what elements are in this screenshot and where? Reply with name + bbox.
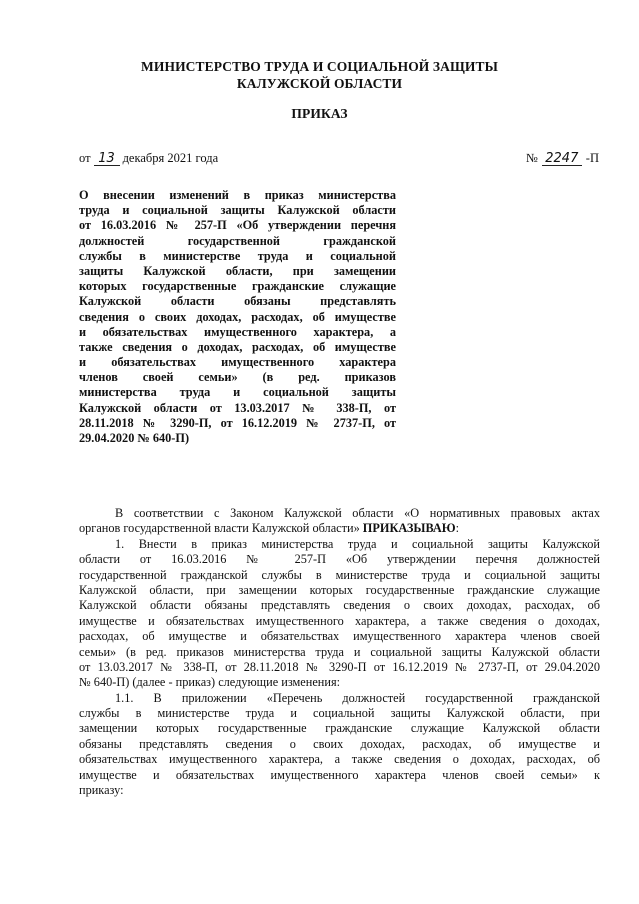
item-1-1-line: обязательствах имущественного характера, а также сведения о доходах, расходах, об (79, 752, 600, 767)
subject-line: труда и социальной защиты Калужской области (79, 203, 396, 218)
number-sign: № (525, 151, 538, 165)
item-1-line: Калужской области, при замещении которых государственные гражданские служащие (79, 582, 600, 597)
subject-line: членов своей семьи» (в ред. приказов (79, 370, 396, 385)
ministry-name (0, 58, 639, 92)
subject-line: Калужской области от 13.03.2017 № 338-П, от (79, 400, 396, 415)
order-body (79, 506, 600, 798)
subject-line: 29.04.2020 № 640-П) (79, 431, 190, 445)
item-1-1-line: имуществе и обязательствах имущественного характера членов своей семьи» к (79, 767, 600, 782)
subject-line: от 16.03.2016 № 257-П «Об утверждении перечня (79, 218, 396, 233)
item-1-line: 1. Внести в приказ министерства труда и социальной защиты Калужской (115, 536, 600, 551)
subject-line: также сведения о доходах, расходах, об имуществе (79, 339, 396, 354)
date-day-handwritten: 13 (94, 152, 120, 166)
item-1-line: расходах, об имуществе и обязательствах имущественного характера членов своей (79, 629, 600, 644)
item-1-1-line: службы в министерстве труда и социальной защиты Калужской области, при (79, 706, 600, 721)
order-date (79, 150, 218, 166)
ministry-name-line-1: МИНИСТЕРСТВО ТРУДА И СОЦИАЛЬНОЙ ЗАЩИТЫ (141, 59, 498, 74)
order-subject (79, 188, 396, 446)
item-1-1-line: замещении которых государственные гражданские служащие Калужской области (79, 721, 600, 736)
subject-line: и обязательствах имущественного характера, а (79, 324, 396, 339)
item-1-line: области от 16.03.2016 № 257-П «Об утверждении перечня должностей (79, 552, 600, 567)
item-1-1-line: 1.1. В приложении «Перечень должностей государственной гражданской (115, 690, 600, 705)
item-1-line: имуществе и обязательствах имущественного характера, а также сведения о доходах, (79, 613, 600, 628)
date-rest: декабря 2021 года (122, 151, 219, 165)
subject-line: и обязательствах имущественного характера (79, 355, 396, 370)
item-1-line: Калужской области обязаны представлять сведения о своих доходах, расходах, об (79, 598, 600, 613)
subject-line: сведения о своих доходах, расходах, об имуществе (79, 309, 396, 324)
preamble-colon: : (455, 521, 460, 536)
item-1-line: государственной гражданской службы в министерстве труда и социальной защиты (79, 567, 600, 582)
order-title: ПРИКАЗ (291, 106, 348, 121)
order-directive: ПРИКАЗЫВАЮ (362, 521, 456, 536)
date-prefix: от (79, 151, 91, 165)
subject-line: защиты Калужской области, при замещении (79, 263, 396, 278)
item-1-line: от 13.03.2017 № 338-П, от 28.11.2018 № 3290-П от 16.12.2019 № 2737-П, от 29.04.2020 (79, 659, 600, 674)
item-1-line: семьи» (в ред. приказов министерства труда и социальной защиты Калужской области (79, 644, 600, 659)
subject-line: Калужской области обязаны представлять (79, 294, 396, 309)
subject-line: О внесении изменений в приказ министерства (79, 188, 396, 202)
item-1-1-line: приказу: (79, 783, 124, 798)
number-suffix: -П (585, 151, 599, 165)
preamble-text: органов государственной власти Калужской области» (79, 521, 360, 536)
subject-line: которых государственные гражданские служащие (79, 279, 396, 294)
item-1-1-line: обязаны представлять сведения о своих доходах, расходах, об имуществе и (79, 736, 600, 751)
subject-line: должностей государственной гражданской (79, 233, 396, 248)
preamble-line (79, 521, 600, 536)
order-number (526, 150, 599, 166)
number-value-handwritten: 2247 (542, 152, 582, 166)
subject-line: 28.11.2018 № 3290-П, от 16.12.2019 № 2737-П, от (79, 415, 396, 430)
subject-line: службы в министерстве труда и социальной (79, 248, 396, 263)
preamble-line: В соответствии с Законом Калужской области «О нормативных правовых актах (115, 506, 600, 520)
ministry-name-line-2: КАЛУЖСКОЙ ОБЛАСТИ (236, 76, 403, 91)
item-1-line: № 640-П) (далее - приказ) следующие изменения: (79, 675, 341, 690)
subject-line: министерства труда и социальной защиты (79, 385, 396, 400)
